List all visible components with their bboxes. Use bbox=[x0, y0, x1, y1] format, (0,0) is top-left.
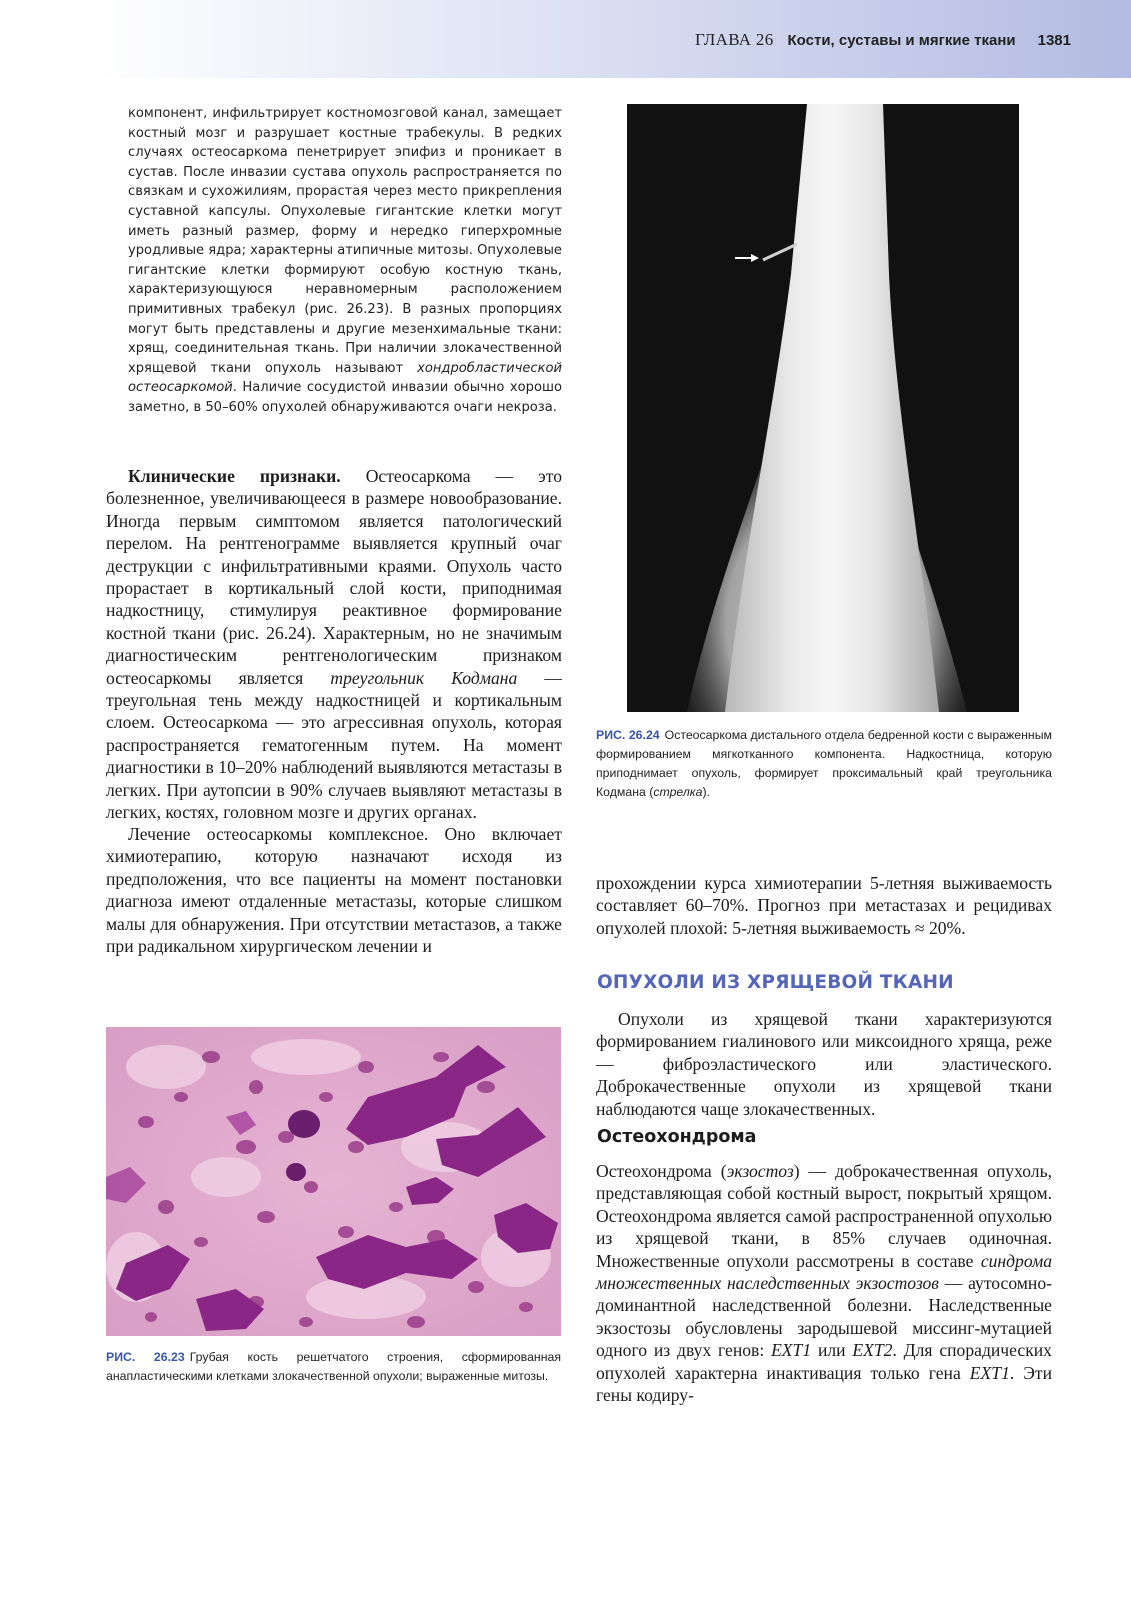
run-in-heading: Клинические признаки. bbox=[128, 466, 341, 486]
figure-label: РИС. 26.23 bbox=[106, 1350, 185, 1364]
section-intro-paragraph: Опухоли из хрящевой ткани характеризуются формированием гиалинового или миксоидного хряща, реже — фиброэластического или эластического. Доброкачественные опухоли из хрящевой ткани наблюдаются чаще злокачественных. bbox=[596, 1009, 1052, 1119]
xray-image bbox=[627, 104, 1019, 712]
figure-caption-26-23: РИС. 26.23 Грубая кость решетчатого строения, сформированная анапластическими клетками злокачественной опухоли; выраженные митозы. bbox=[106, 1350, 561, 1383]
chapter-title: Кости, суставы и мягкие ткани bbox=[787, 32, 1016, 49]
chapter-label: ГЛАВА 26 bbox=[694, 30, 774, 49]
histology-description: компонент, инфильтрирует костномозговой канал, замещает костный мозг и разрушает костные трабекулы. В редких случаях остеосаркома пенетрирует эпифиз и проникает в сустав. После инвазии сустава опухоль распространяется по связкам и сухожилиям, прорастая через место прикрепления суставной капсулы. Опухолевые гигантские клетки могут иметь разный размер, форму и нередко гиперхромные уродливые ядра; характерны атипичные митозы. Опухолевые гигантские клетки формируют особую костную ткань, характеризующуюся неравномерным расположением примитивных трабекул (рис. 26.23). В разных пропорциях могут быть представлены и другие мезенхимальные ткани: хрящ, соединительная ткань. При наличии злокачественной хрящевой ткани опухоль называют хондробластической остеосаркомой. Наличие сосудистой инвазии обычно хорошо заметно, в 50–60% опухолей обнаруживаются очаги некроза. bbox=[128, 106, 562, 415]
header-text bbox=[695, 30, 1071, 54]
treatment-paragraph: Лечение остеосаркомы комплексное. Оно включает химиотерапию, которую назначают исходя из предположения, что все пациенты на момент постановки диагноза имеют отдаленные метастазы, которые слишком малы для обнаружения. При отсутствии метастазов, а также при радикальном хирургическом лечении и bbox=[106, 824, 562, 957]
clinical-signs-paragraph: Клинические признаки. Остеосаркома — это болезненное, увеличивающееся в размере новообразование. Иногда первым симптомом является патологический перелом. На рентгенограмме выявляется крупный очаг деструкции с инфильтративными краями. Опухоль часто прорастает в кортикальный слой кости, приподнимая надкостницу, стимулируя реактивное формирование костной ткани (рис. 26.24). Характерным, но не значимым диагностическим рентгенологическим признаком остеосаркомы является треугольник Кодмана — треугольная тень между надкостницей и кортикальным слоем. Остеосаркома — это агрессивная опухоль, которая распространяется гематогенным путем. На момент диагностики в 10–20% наблюдений выявляются метастазы в легких. При аутопсии в 90% случаев выявляют метастазы в легких, костях, головном мозге и других органах. bbox=[106, 466, 562, 823]
subsection-heading: Остеохондрома bbox=[597, 1127, 757, 1147]
running-header bbox=[0, 0, 1131, 78]
figure-label: РИС. 26.24 bbox=[596, 728, 660, 742]
figure-caption-26-24: РИС. 26.24 Остеосаркома дистального отдела бедренной кости с выраженным формированием мягкотканного компонента. Надкостница, которую приподнимает опухоль, формирует проксимальный край треугольника Кодмана (стрелка). bbox=[596, 728, 1052, 799]
histology-micrograph bbox=[106, 1027, 561, 1336]
page-number: 1381 bbox=[1037, 32, 1071, 49]
section-heading: ОПУХОЛИ ИЗ ХРЯЩЕВОЙ ТКАНИ bbox=[597, 972, 954, 993]
osteochondroma-paragraph: Остеохондрома (экзостоз) — доброкачественная опухоль, представляющая собой костный вырост, покрытый хрящом. Остеохондрома является самой распространенной опухолью из хрящевой ткани, в 85% случаев одиночная. Множественные опухоли рассмотрены в составе синдрома множественных наследственных экзостозов — аутосомно-доминантной наследственной болезни. Наследственные экзостозы обусловлены зародышевой миссинг-мутацией одного из двух генов: EXT1 или EXT2. Для спорадических опухолей характерна инактивация только гена EXT1. Эти гены кодиру- bbox=[596, 1161, 1053, 1406]
continuation-paragraph: прохождении курса химиотерапии 5-летняя выживаемость составляет 60–70%. Прогноз при метастазах и рецидивах опухолей плохой: 5-летняя выживаемость ≈ 20%. bbox=[596, 873, 1052, 938]
